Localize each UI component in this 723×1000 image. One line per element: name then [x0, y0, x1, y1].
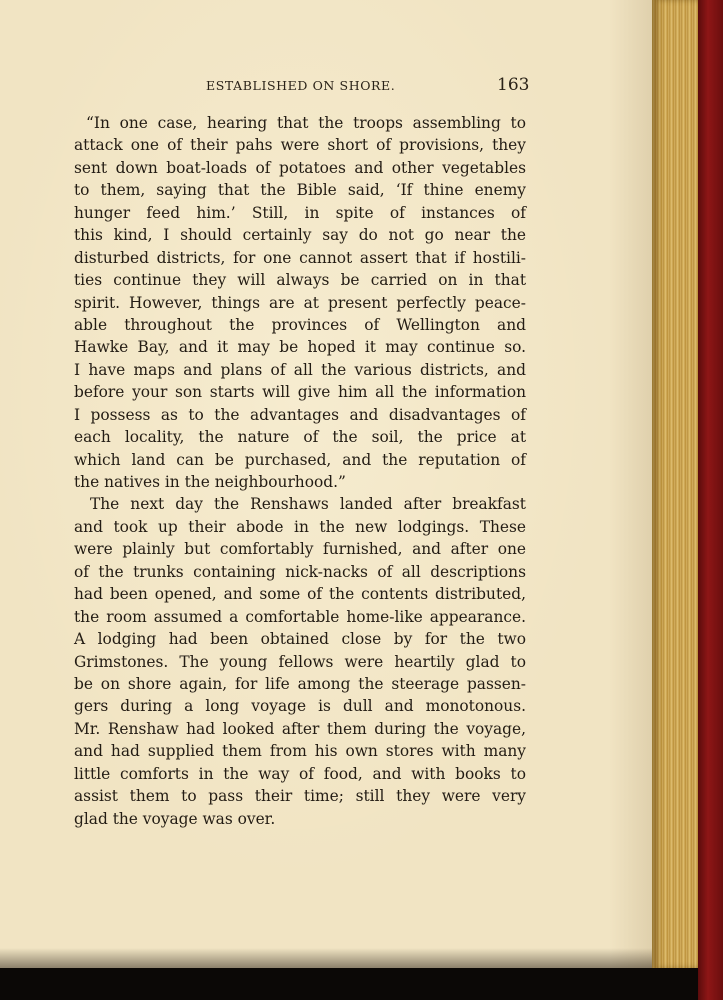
text-line: The next day the Renshaws landed after breakfast: [90, 495, 526, 514]
text-line: Mr. Renshaw had looked after them during the voyage,: [74, 719, 526, 738]
running-head: [0, 75, 662, 100]
text-line: spirit. However, things are at present perfectly peace-: [74, 293, 526, 312]
book-cover-edge: [698, 0, 723, 1000]
page-number: 163: [497, 75, 530, 95]
text-line: little comforts in the way of food, and with books to: [74, 764, 526, 783]
text-line: each locality, the nature of the soil, the price at: [74, 428, 526, 447]
text-line: of the trunks containing nick-nacks of all descriptions: [74, 562, 526, 581]
scan-background: [0, 968, 698, 1000]
text-line: Grimstones. The young fellows were heartily glad to: [74, 652, 526, 671]
text-line: disturbed districts, for one cannot assert that if hostili-: [74, 248, 526, 267]
text-line: and took up their abode in the new lodgings. These: [74, 517, 526, 536]
text-line: had been opened, and some of the contents distributed,: [74, 585, 526, 604]
text-line: and had supplied them from his own stores with many: [74, 742, 526, 761]
body-text: [74, 112, 526, 830]
text-line: be on shore again, for life among the steerage passen-: [74, 674, 526, 693]
text-line: this kind, I should certainly say do not go near the: [74, 226, 526, 245]
text-line: gers during a long voyage is dull and monotonous.: [74, 697, 526, 716]
text-line: I have maps and plans of all the various districts, and: [74, 360, 526, 379]
paragraph-quotation: [74, 112, 526, 493]
text-line: attack one of their pahs were short of provisions, they: [74, 136, 526, 155]
text-line: the natives in the neighbourhood.”: [74, 473, 346, 491]
paragraph-narrative: [74, 493, 526, 830]
text-line: before your son starts will give him all the information: [74, 383, 526, 402]
text-line: I possess as to the advantages and disadvantages of: [74, 405, 526, 424]
text-line: were plainly but comfortably furnished, and after one: [74, 540, 526, 559]
text-line: which land can be purchased, and the reputation of: [74, 450, 526, 469]
text-line: ties continue they will always be carried on in that: [74, 271, 526, 290]
text-line: A lodging had been obtained close by for the two: [74, 630, 526, 649]
text-line: hunger feed him.’ Still, in spite of instances of: [74, 203, 526, 222]
page-edges: [652, 0, 698, 968]
page-bottom-shadow: [0, 948, 662, 970]
text-line: able throughout the provinces of Wellington and: [74, 315, 526, 334]
text-line: sent down boat-loads of potatoes and other vegetables: [74, 158, 526, 177]
text-line: Hawke Bay, and it may be hoped it may continue so.: [74, 338, 526, 357]
text-line: assist them to pass their time; still they were very: [74, 787, 526, 806]
text-line: the room assumed a comfortable home-like appearance.: [74, 607, 526, 626]
text-line: to them, saying that the Bible said, ‘If thine enemy: [74, 181, 526, 200]
text-line: “In one case, hearing that the troops assembling to: [86, 114, 526, 132]
text-line: glad the voyage was over.: [74, 809, 276, 828]
running-title: ESTABLISHED ON SHORE.: [206, 78, 396, 93]
